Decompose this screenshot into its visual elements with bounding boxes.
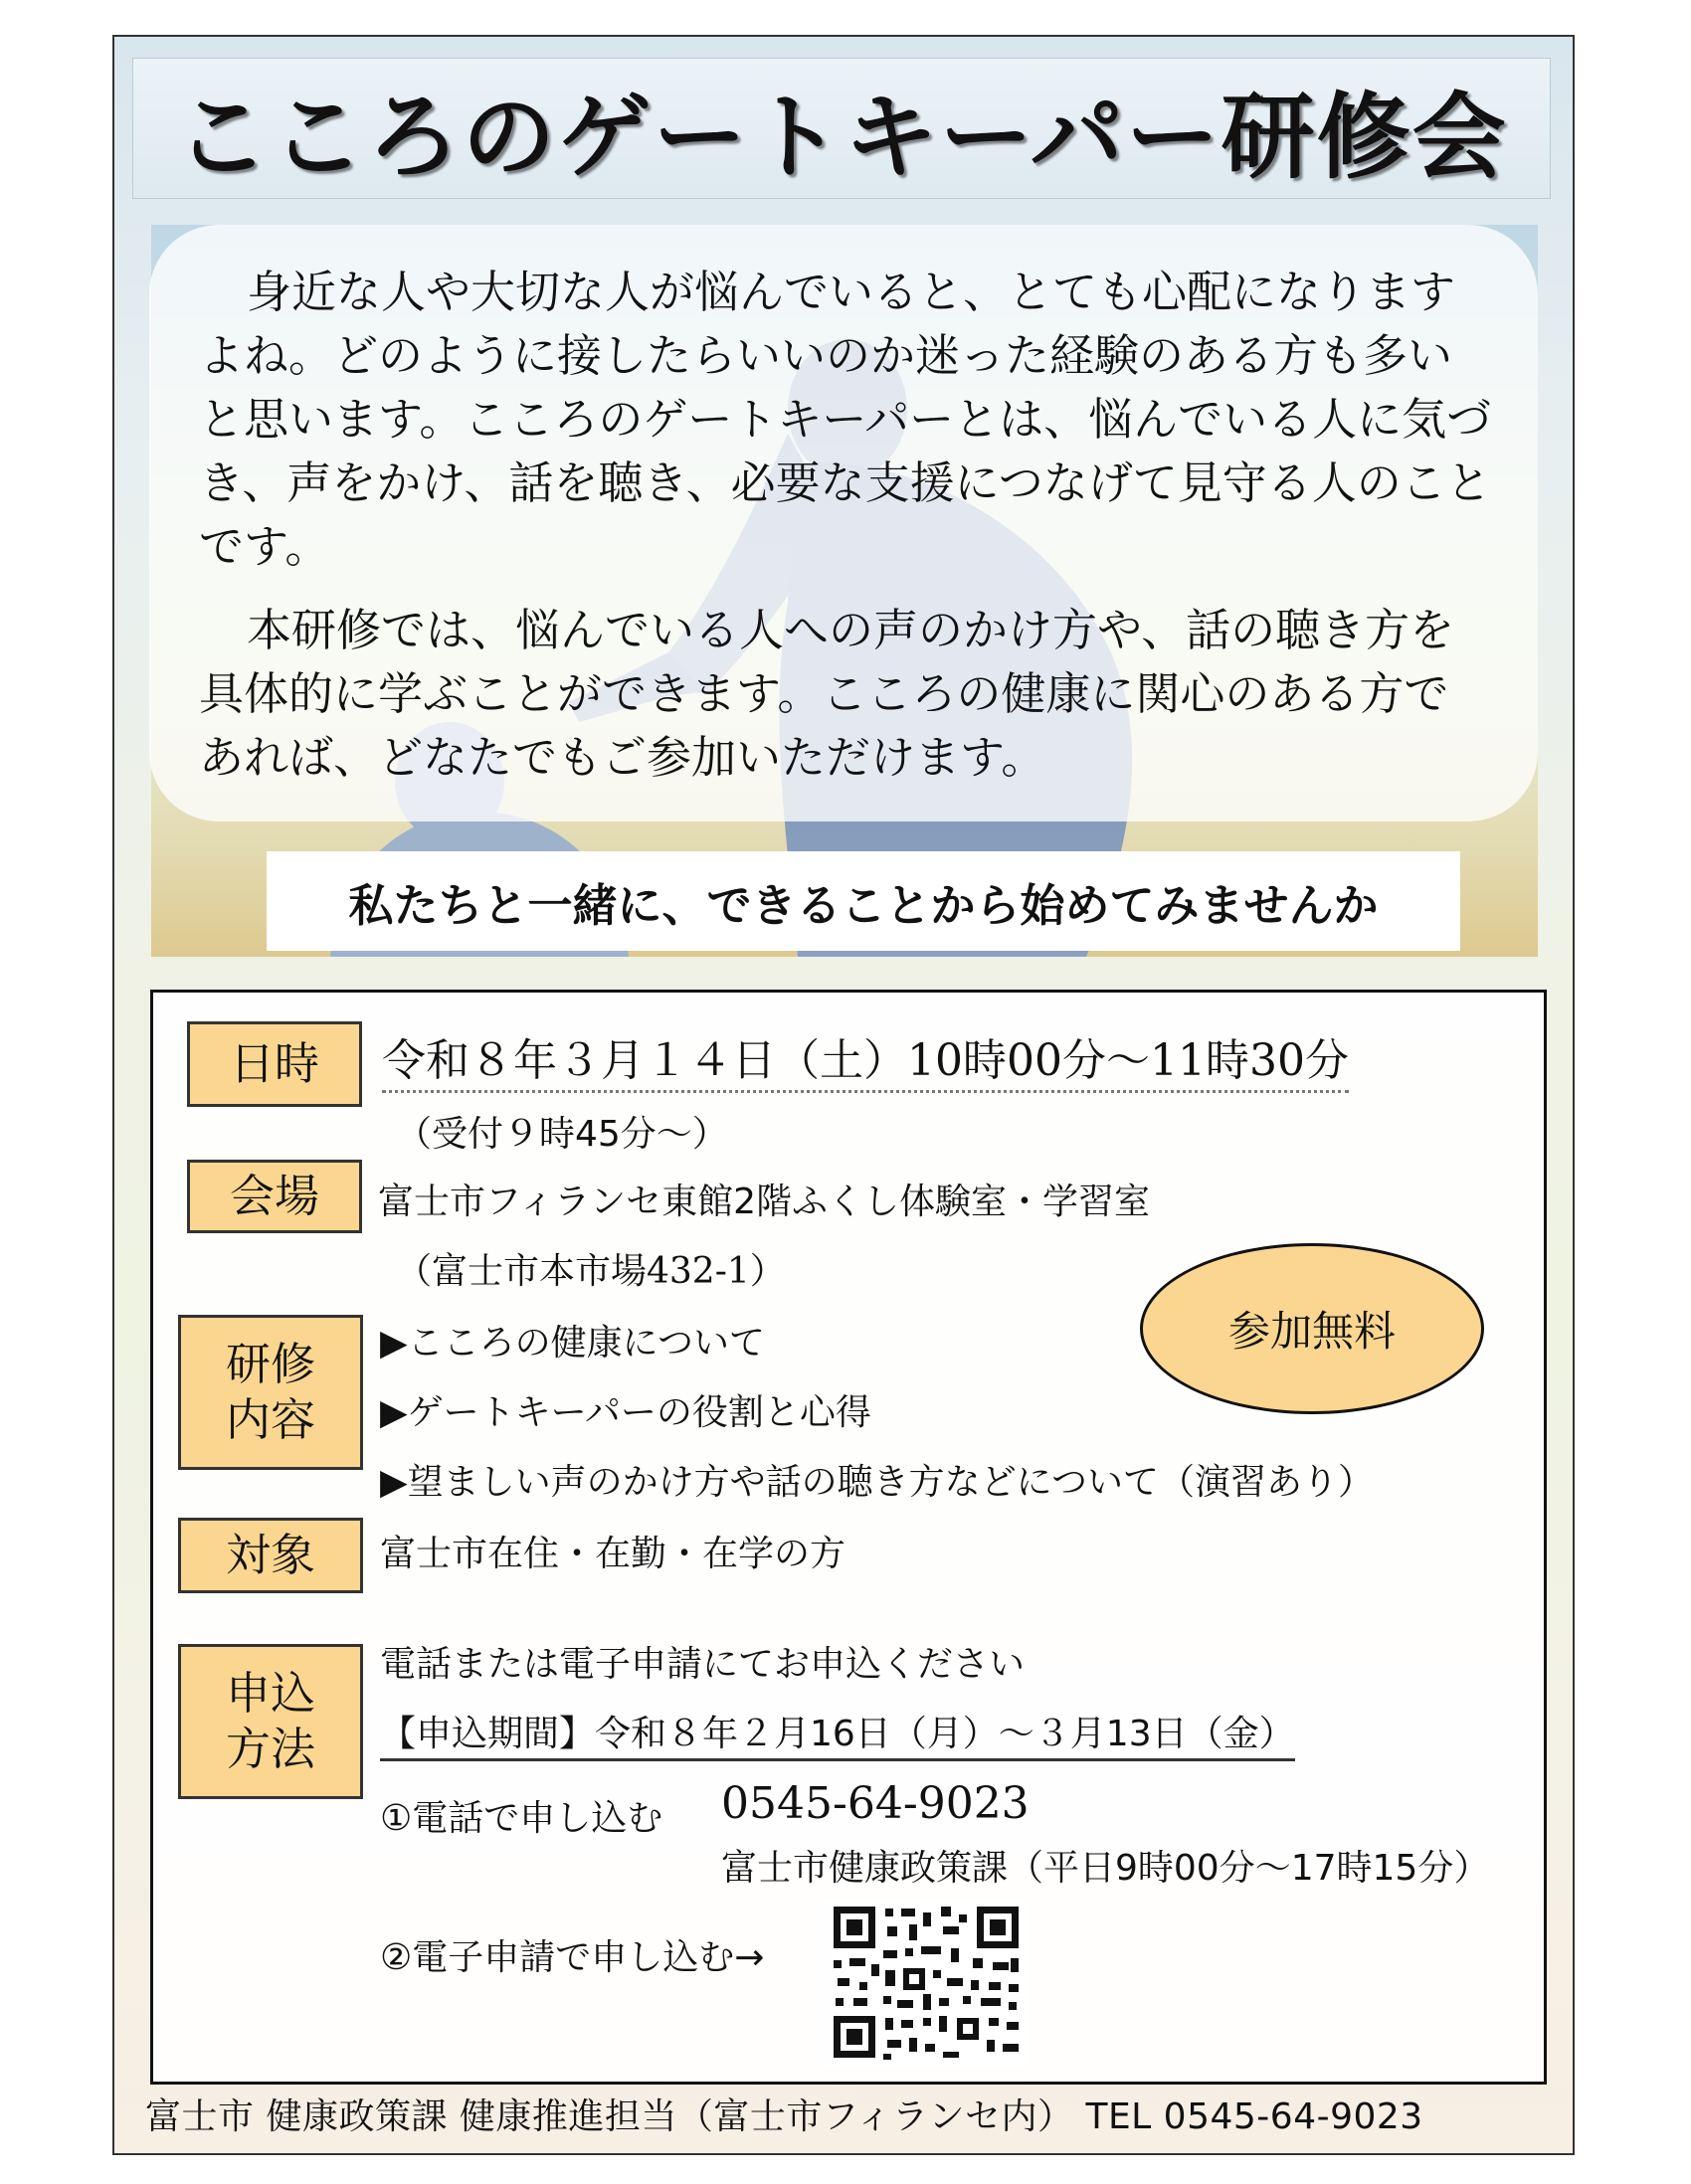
label-apply: 申込 方法 <box>178 1644 363 1799</box>
qr-code-image[interactable] <box>824 1899 1029 2066</box>
free-admission-badge: 参加無料 <box>1140 1243 1484 1414</box>
apply-intro: 電話または電子申請にてお申込ください <box>380 1644 1026 1685</box>
content-item: ▶望ましい声のかけ方や話の聴き方などについて（演習あり） <box>380 1462 1374 1503</box>
apply-phone-label: ①電話で申し込む <box>380 1798 663 1839</box>
content-item: ▶こころの健康について <box>380 1323 765 1364</box>
apply-phone-dept: 富士市健康政策課（平日9時00分～17時15分） <box>721 1848 1490 1889</box>
page-title: こころのゲートキーパー研修会 <box>175 83 1508 192</box>
venue-address: （富士市本市場432-1） <box>396 1251 786 1292</box>
datetime-note: （受付９時45分～） <box>396 1114 728 1155</box>
footer-contact: 富士市 健康政策課 健康推進担当（富士市フィランセ内） TEL 0545-64-9023 <box>145 2096 1423 2137</box>
tagline-box <box>267 851 1460 951</box>
datetime-value: 令和８年３月１４日（土）10時00分～11時30分 <box>382 1024 1349 1088</box>
intro-text <box>199 261 1492 810</box>
apply-period: 【申込期間】令和８年２月16日（月）～３月13日（金） <box>380 1706 1295 1756</box>
intro-paragraph-1: 身近な人や大切な人が悩んでいると、とても心配になりますよね。どのように接したらいいのか迷った経験のある方も多いと思います。こころのゲートキーパーとは、悩んでいる人に気づき、声をかけ、話を聴き、必要な支援につなげて見守る人のことです。 <box>199 266 1492 573</box>
intro-paragraph-2: 本研修では、悩んでいる人への声のかけ方や、話の聴き方を具体的に学ぶことができます。こころの健康に関心のある方であれば、どなたでもご参加いただけます。 <box>199 604 1455 784</box>
title-banner <box>132 58 1551 199</box>
venue-value: 富士市フィランセ東館2階ふくし体験室・学習室 <box>378 1182 1151 1222</box>
apply-online-label: ②電子申請で申し込む→ <box>380 1937 765 1978</box>
label-venue: 会場 <box>187 1160 362 1233</box>
label-target: 対象 <box>178 1518 363 1593</box>
label-content: 研修 内容 <box>178 1315 363 1470</box>
content-item: ▶ゲートキーパーの役割と心得 <box>380 1392 871 1433</box>
target-value: 富士市在住・在勤・在学の方 <box>380 1534 846 1574</box>
label-datetime: 日時 <box>187 1021 362 1107</box>
tagline: 私たちと一緒に、できることから始めてみませんか <box>348 878 1379 932</box>
apply-phone-number[interactable]: 0545-64-9023 <box>721 1778 1030 1829</box>
